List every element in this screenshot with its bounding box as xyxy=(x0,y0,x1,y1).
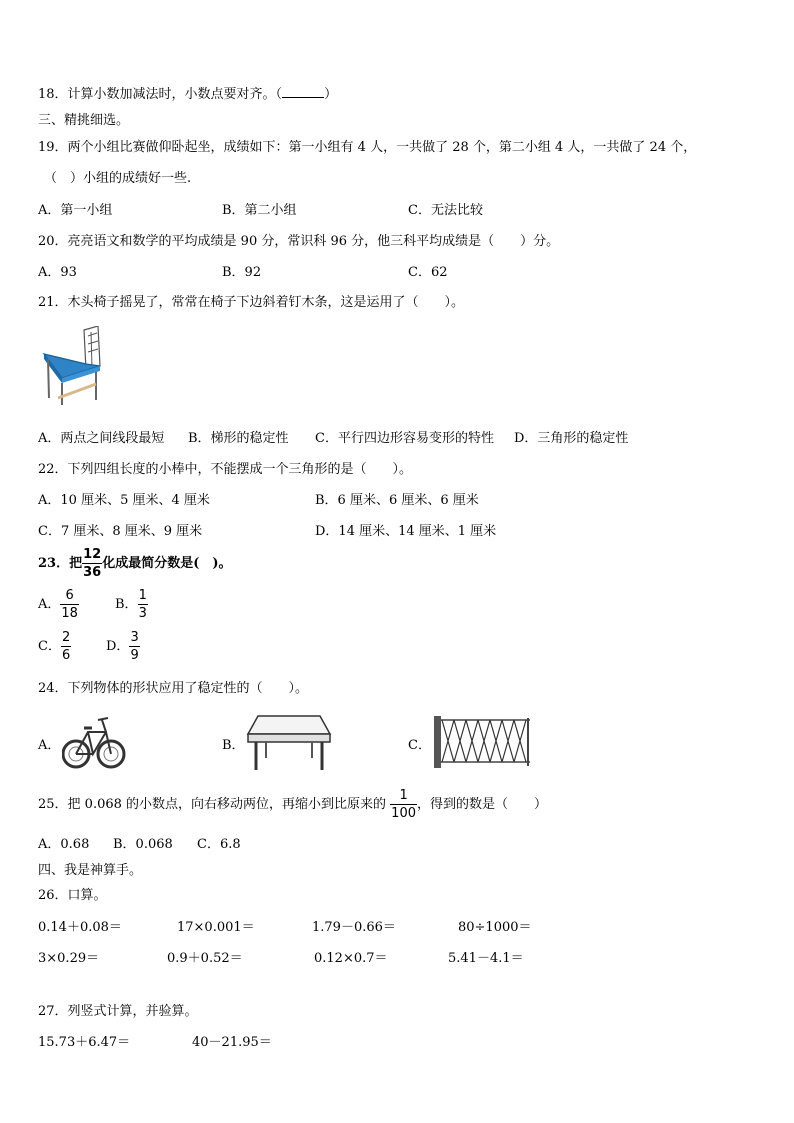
fraction xyxy=(129,631,139,662)
question-24 xyxy=(38,677,308,696)
option-b[interactable]: B．6 厘米、6 厘米、6 厘米 xyxy=(315,493,479,508)
calc-item[interactable]: 3×0.29＝ xyxy=(38,951,100,966)
option-a[interactable] xyxy=(38,589,79,620)
question-23 xyxy=(38,548,232,579)
question-number: 26． xyxy=(38,888,68,903)
gate-icon xyxy=(432,716,532,768)
bicycle-illustration xyxy=(62,708,126,772)
question-number: 22． xyxy=(38,462,68,477)
option-c[interactable]: C．62 xyxy=(408,265,448,280)
calc-item[interactable]: 0.14＋0.08＝ xyxy=(38,920,122,935)
question-26 xyxy=(38,884,107,903)
fraction-denominator: 9 xyxy=(130,648,139,663)
section-heading-4: 四、我是神算手。 xyxy=(38,863,143,878)
option-b[interactable] xyxy=(115,589,148,620)
question-22 xyxy=(38,458,412,477)
fraction-denominator: 3 xyxy=(138,606,147,621)
fraction xyxy=(60,589,79,620)
option-b[interactable]: B．第二小组 xyxy=(222,203,297,218)
question-number: 19． xyxy=(38,140,68,155)
option-b[interactable]: B．92 xyxy=(222,265,262,280)
question-text: 计算小数加减法时，小数点要对齐。（ xyxy=(67,87,283,102)
table-illustration xyxy=(246,712,332,772)
question-prefix: 把 xyxy=(69,556,83,571)
option-c[interactable]: C．6.8 xyxy=(197,837,241,852)
chair-icon xyxy=(40,326,110,406)
question-number: 27． xyxy=(38,1004,68,1019)
fraction xyxy=(390,789,417,820)
question-19-continued: （ ）小组的成绩好一些. xyxy=(44,171,192,186)
question-number: 20． xyxy=(38,234,68,249)
answer-blank[interactable] xyxy=(282,86,324,98)
fraction-denominator: 6 xyxy=(61,648,71,663)
bicycle-icon xyxy=(62,708,126,772)
calc-item[interactable]: 0.12×0.7＝ xyxy=(314,951,388,966)
option-c[interactable]: C．平行四边形容易变形的特性 xyxy=(315,431,494,446)
question-text: 口算。 xyxy=(67,888,107,903)
calc-item[interactable]: 15.73＋6.47＝ xyxy=(38,1035,131,1050)
calc-item[interactable]: 1.79－0.66＝ xyxy=(312,920,396,935)
question-text: 两个小组比赛做仰卧起坐，成绩如下：第一小组有 4 人，一共做了 28 个，第二小组 4 人，一共做了 24 个， xyxy=(67,140,697,155)
option-a[interactable]: A．两点之间线段最短 xyxy=(38,431,165,446)
calc-item[interactable]: 40－21.95＝ xyxy=(192,1035,272,1050)
section-heading-3: 三、精挑细选。 xyxy=(38,113,130,128)
option-b[interactable]: B．梯形的稳定性 xyxy=(188,431,289,446)
option-label: A． xyxy=(38,597,61,612)
chair-illustration xyxy=(40,326,110,406)
option-d[interactable] xyxy=(106,631,140,662)
option-a[interactable]: A．10 厘米、5 厘米、4 厘米 xyxy=(38,493,210,508)
question-number: 25． xyxy=(38,797,68,812)
option-c[interactable] xyxy=(38,631,71,662)
question-27 xyxy=(38,1000,198,1019)
option-a[interactable]: A． xyxy=(38,738,61,753)
question-suffix: 化成最简分数是( )。 xyxy=(102,556,232,571)
question-text: 亮亮语文和数学的平均成绩是 90 分，常识科 96 分，他三科平均成绩是（ ）分。 xyxy=(67,234,560,249)
fraction-numerator: 3 xyxy=(130,630,139,645)
fraction-denominator: 100 xyxy=(391,806,416,821)
option-a[interactable]: A．93 xyxy=(38,265,77,280)
question-suffix: ，得到的数是（ ） xyxy=(417,797,548,812)
question-text: 木头椅子摇晃了，常常在椅子下边斜着钉木条，这是运用了（ ）。 xyxy=(67,295,465,310)
option-label: D． xyxy=(106,639,130,654)
fraction-numerator: 12 xyxy=(83,547,102,562)
option-d[interactable]: D．14 厘米、14 厘米、1 厘米 xyxy=(315,524,497,539)
option-d[interactable]: D．三角形的稳定性 xyxy=(514,431,629,446)
question-text: 下列四组长度的小棒中，不能摆成一个三角形的是（ ）。 xyxy=(67,462,413,477)
option-c[interactable]: C．无法比较 xyxy=(408,203,483,218)
calc-item[interactable]: 80÷1000＝ xyxy=(458,920,532,935)
question-number: 23． xyxy=(38,556,70,571)
option-b[interactable]: B．0.068 xyxy=(113,837,173,852)
fraction xyxy=(61,631,71,662)
fraction-numerator: 6 xyxy=(65,588,74,603)
question-prefix: 把 0.068 的小数点，向右移动两位，再缩小到比原来的 xyxy=(67,797,387,812)
fraction-denominator: 36 xyxy=(83,565,102,580)
calc-item[interactable]: 0.9＋0.52＝ xyxy=(167,951,243,966)
option-label: C． xyxy=(38,639,61,654)
question-20 xyxy=(38,230,559,249)
fraction-numerator: 2 xyxy=(61,630,71,645)
calc-item[interactable]: 17×0.001＝ xyxy=(177,920,255,935)
option-c[interactable]: C． xyxy=(408,738,431,753)
option-c[interactable]: C．7 厘米、8 厘米、9 厘米 xyxy=(38,524,203,539)
option-a[interactable]: A．0.68 xyxy=(38,837,90,852)
gate-illustration xyxy=(432,716,532,768)
paren-close: ） xyxy=(324,87,338,102)
fraction xyxy=(138,589,148,620)
fraction-denominator: 18 xyxy=(61,606,78,621)
question-25 xyxy=(38,789,547,820)
question-text: 列竖式计算，并验算。 xyxy=(67,1004,198,1019)
option-a[interactable]: A．第一小组 xyxy=(38,203,113,218)
question-number: 21． xyxy=(38,295,68,310)
calc-item[interactable]: 5.41－4.1＝ xyxy=(448,951,524,966)
fraction-numerator: 1 xyxy=(399,788,408,803)
fraction xyxy=(82,548,102,579)
question-text: 下列物体的形状应用了稳定性的（ ）。 xyxy=(67,681,309,696)
question-18 xyxy=(38,83,337,102)
question-number: 18． xyxy=(38,87,68,102)
question-21 xyxy=(38,291,464,310)
question-number: 24． xyxy=(38,681,68,696)
table-icon xyxy=(246,712,332,772)
option-b[interactable]: B． xyxy=(222,738,245,753)
question-19 xyxy=(38,136,696,155)
option-label: B． xyxy=(115,597,138,612)
fraction-numerator: 1 xyxy=(138,588,147,603)
